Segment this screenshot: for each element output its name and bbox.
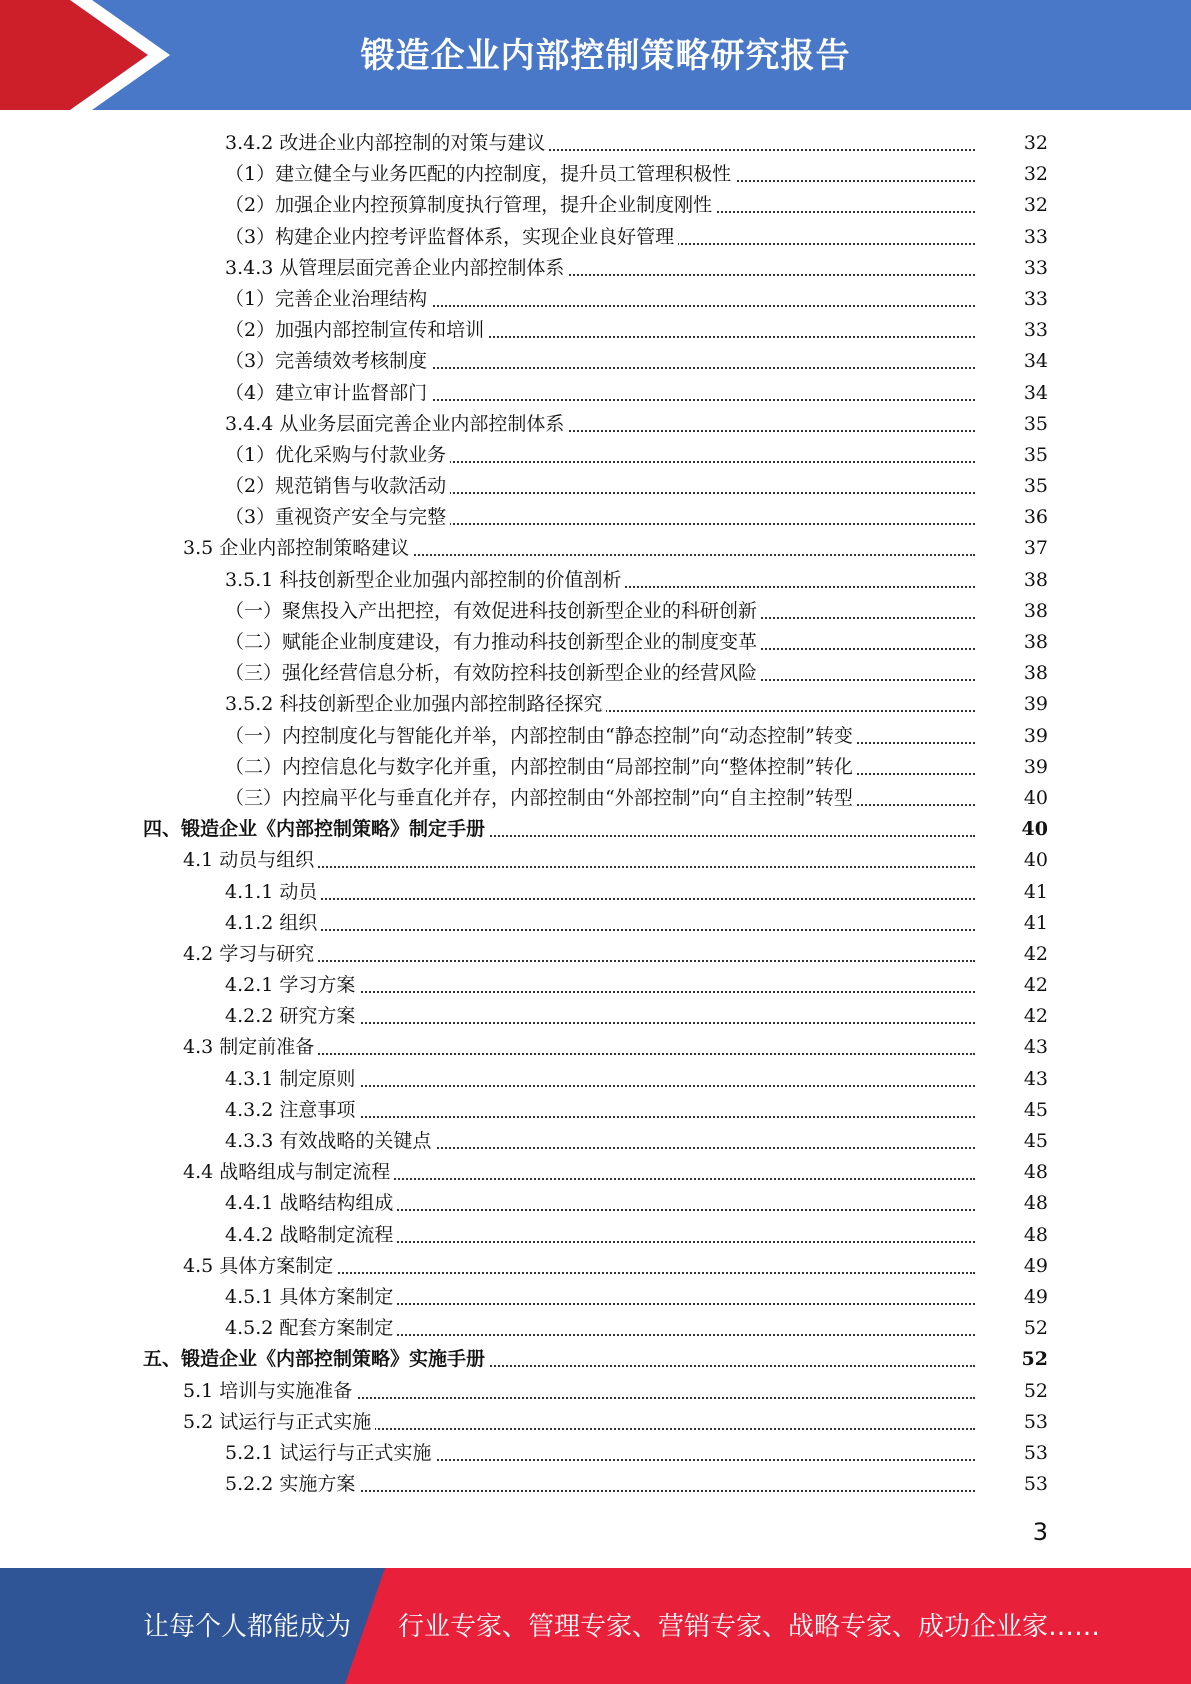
toc-entry[interactable]: [0, 1064, 1191, 1095]
toc-entry-page: 39: [976, 721, 1048, 752]
table-of-contents: [0, 128, 1191, 1500]
toc-entry-page: 34: [976, 346, 1048, 377]
toc-entry-page: 33: [976, 253, 1048, 284]
toc-entry-page: 48: [976, 1157, 1048, 1188]
toc-entry-label: （一）内控制度化与智能化并举，内部控制由“静态控制”向“动态控制”转变: [225, 721, 857, 752]
toc-entry-page: 33: [976, 315, 1048, 346]
toc-entry[interactable]: [0, 502, 1191, 533]
toc-entry-page: 43: [976, 1064, 1048, 1095]
toc-entry-label: 四、锻造企业《内部控制策略》制定手册: [143, 814, 489, 845]
toc-entry[interactable]: [0, 222, 1191, 253]
toc-entry-page: 41: [976, 908, 1048, 939]
toc-entry[interactable]: [0, 1032, 1191, 1063]
toc-entry[interactable]: [0, 1344, 1191, 1375]
toc-entry[interactable]: [0, 627, 1191, 658]
toc-entry-label: 3.5 企业内部控制策略建议: [183, 533, 413, 564]
toc-entry-page: 35: [976, 440, 1048, 471]
toc-entry-label: （2）规范销售与收款活动: [225, 471, 450, 502]
toc-entry-label: 5.2.2 实施方案: [225, 1469, 359, 1500]
toc-entry-label: （1）优化采购与付款业务: [225, 440, 450, 471]
toc-entry-label: 3.5.1 科技创新型企业加强内部控制的价值剖析: [225, 565, 625, 596]
toc-entry-page: 42: [976, 970, 1048, 1001]
toc-entry[interactable]: [0, 1251, 1191, 1282]
toc-entry-page: 37: [976, 533, 1048, 564]
toc-entry[interactable]: [0, 471, 1191, 502]
toc-entry-label: （2）加强企业内控预算制度执行管理，提升企业制度刚性: [225, 190, 716, 221]
toc-entry-page: 35: [976, 471, 1048, 502]
toc-entry-page: 38: [976, 565, 1048, 596]
toc-entry[interactable]: [0, 1376, 1191, 1407]
toc-entry[interactable]: [0, 1220, 1191, 1251]
toc-entry-label: 4.3 制定前准备: [183, 1032, 318, 1063]
toc-entry-page: 53: [976, 1469, 1048, 1500]
toc-entry[interactable]: [0, 253, 1191, 284]
toc-entry-label: 4.3.1 制定原则: [225, 1064, 359, 1095]
toc-entry-label: 4.1.2 组织: [225, 908, 321, 939]
toc-entry-label: 4.5.2 配套方案制定: [225, 1313, 397, 1344]
toc-entry-label: （3）完善绩效考核制度: [225, 346, 431, 377]
toc-entry[interactable]: [0, 190, 1191, 221]
toc-entry[interactable]: [0, 346, 1191, 377]
toc-entry-page: 32: [976, 159, 1048, 190]
toc-entry-label: （三）内控扁平化与垂直化并存，内部控制由“外部控制”向“自主控制”转型: [225, 783, 857, 814]
toc-entry-label: （2）加强内部控制宣传和培训: [225, 315, 488, 346]
toc-entry-page: 34: [976, 378, 1048, 409]
toc-entry[interactable]: [0, 1157, 1191, 1188]
header-band: [0, 0, 1191, 110]
toc-entry-page: 32: [976, 128, 1048, 159]
toc-entry-label: （4）建立审计监督部门: [225, 378, 431, 409]
toc-entry[interactable]: [0, 814, 1191, 845]
toc-entry[interactable]: [0, 908, 1191, 939]
toc-entry-label: （1）完善企业治理结构: [225, 284, 431, 315]
toc-entry[interactable]: [0, 378, 1191, 409]
toc-entry-label: 五、锻造企业《内部控制策略》实施手册: [143, 1344, 489, 1375]
toc-entry-page: 38: [976, 596, 1048, 627]
toc-entry[interactable]: [0, 939, 1191, 970]
toc-entry-page: 49: [976, 1251, 1048, 1282]
toc-entry[interactable]: [0, 845, 1191, 876]
toc-entry-page: 53: [976, 1407, 1048, 1438]
toc-entry-page: 48: [976, 1220, 1048, 1251]
toc-entry-label: 4.1 动员与组织: [183, 845, 318, 876]
toc-entry-label: 5.2.1 试运行与正式实施: [225, 1438, 435, 1469]
toc-entry-page: 43: [976, 1032, 1048, 1063]
toc-entry-label: 4.2.1 学习方案: [225, 970, 359, 1001]
toc-entry-label: 4.2 学习与研究: [183, 939, 318, 970]
toc-entry[interactable]: [0, 1095, 1191, 1126]
toc-entry-page: 38: [976, 627, 1048, 658]
toc-entry-page: 33: [976, 222, 1048, 253]
toc-entry-label: 5.1 培训与实施准备: [183, 1376, 356, 1407]
toc-entry[interactable]: [0, 284, 1191, 315]
footer-slogan-right: 行业专家、管理专家、营销专家、战略专家、成功企业家……: [398, 1612, 1101, 1642]
toc-entry-label: 5.2 试运行与正式实施: [183, 1407, 375, 1438]
toc-entry[interactable]: [0, 1438, 1191, 1469]
toc-entry[interactable]: [0, 721, 1191, 752]
toc-entry-page: 40: [976, 845, 1048, 876]
toc-entry-page: 36: [976, 502, 1048, 533]
toc-entry[interactable]: [0, 1282, 1191, 1313]
toc-entry-page: 45: [976, 1126, 1048, 1157]
toc-entry-page: 41: [976, 877, 1048, 908]
footer-band: [0, 1568, 1191, 1684]
toc-entry-page: 35: [976, 409, 1048, 440]
toc-entry[interactable]: [0, 877, 1191, 908]
page-number: 3: [1032, 1518, 1048, 1546]
toc-entry[interactable]: [0, 783, 1191, 814]
toc-entry[interactable]: [0, 752, 1191, 783]
toc-entry[interactable]: [0, 1001, 1191, 1032]
toc-entry[interactable]: [0, 159, 1191, 190]
toc-entry-label: 4.4.1 战略结构组成: [225, 1188, 397, 1219]
toc-entry-label: 4.2.2 研究方案: [225, 1001, 359, 1032]
toc-entry-page: 45: [976, 1095, 1048, 1126]
toc-entry-label: （二）内控信息化与数字化并重，内部控制由“局部控制”向“整体控制”转化: [225, 752, 857, 783]
toc-entry-label: 3.4.4 从业务层面完善企业内部控制体系: [225, 409, 568, 440]
toc-dot-leader: [225, 898, 975, 900]
toc-entry-page: 52: [976, 1344, 1048, 1375]
toc-entry[interactable]: [0, 596, 1191, 627]
toc-entry-page: 42: [976, 1001, 1048, 1032]
toc-entry-label: 4.5.1 具体方案制定: [225, 1282, 397, 1313]
toc-entry[interactable]: [0, 658, 1191, 689]
toc-entry[interactable]: [0, 689, 1191, 720]
toc-entry-label: （3）构建企业内控考评监督体系，实现企业良好管理: [225, 222, 678, 253]
toc-entry[interactable]: [0, 1469, 1191, 1500]
toc-entry-page: 52: [976, 1313, 1048, 1344]
toc-entry[interactable]: [0, 315, 1191, 346]
toc-entry[interactable]: [0, 1407, 1191, 1438]
toc-entry[interactable]: [0, 1126, 1191, 1157]
toc-entry[interactable]: [0, 1313, 1191, 1344]
toc-entry-page: 52: [976, 1376, 1048, 1407]
toc-entry-label: （三）强化经营信息分析，有效防控科技创新型企业的经营风险: [225, 658, 761, 689]
toc-entry-label: 4.5 具体方案制定: [183, 1251, 337, 1282]
toc-entry[interactable]: [0, 409, 1191, 440]
toc-entry-label: 3.5.2 科技创新型企业加强内部控制路径探究: [225, 689, 606, 720]
toc-entry-label: 3.4.2 改进企业内部控制的对策与建议: [225, 128, 549, 159]
toc-entry-page: 53: [976, 1438, 1048, 1469]
toc-entry[interactable]: [0, 440, 1191, 471]
footer-slogan-left: 让每个人都能成为: [143, 1612, 352, 1642]
toc-entry[interactable]: [0, 128, 1191, 159]
toc-entry-label: （二）赋能企业制度建设，有力推动科技创新型企业的制度变革: [225, 627, 761, 658]
toc-entry-page: 33: [976, 284, 1048, 315]
toc-entry-page: 38: [976, 658, 1048, 689]
toc-entry-page: 39: [976, 752, 1048, 783]
document-title: 锻造企业内部控制策略研究报告: [360, 36, 851, 76]
toc-entry-page: 32: [976, 190, 1048, 221]
toc-entry-label: 4.1.1 动员: [225, 877, 321, 908]
toc-entry[interactable]: [0, 565, 1191, 596]
toc-entry[interactable]: [0, 1188, 1191, 1219]
toc-entry-page: 40: [976, 814, 1048, 845]
toc-entry-label: （一）聚焦投入产出把控，有效促进科技创新型企业的科研创新: [225, 596, 761, 627]
toc-entry-page: 39: [976, 689, 1048, 720]
toc-entry-label: 3.4.3 从管理层面完善企业内部控制体系: [225, 253, 568, 284]
toc-entry-label: 4.4 战略组成与制定流程: [183, 1157, 394, 1188]
toc-entry-label: （1）建立健全与业务匹配的内控制度，提升员工管理积极性: [225, 159, 735, 190]
toc-entry-page: 40: [976, 783, 1048, 814]
toc-entry-page: 42: [976, 939, 1048, 970]
toc-entry-label: 4.4.2 战略制定流程: [225, 1220, 397, 1251]
toc-entry-page: 48: [976, 1188, 1048, 1219]
toc-entry-page: 49: [976, 1282, 1048, 1313]
toc-entry[interactable]: [0, 533, 1191, 564]
toc-dot-leader: [225, 929, 975, 931]
toc-entry-label: （3）重视资产安全与完整: [225, 502, 450, 533]
toc-entry-label: 4.3.2 注意事项: [225, 1095, 359, 1126]
toc-entry[interactable]: [0, 970, 1191, 1001]
toc-entry-label: 4.3.3 有效战略的关键点: [225, 1126, 435, 1157]
